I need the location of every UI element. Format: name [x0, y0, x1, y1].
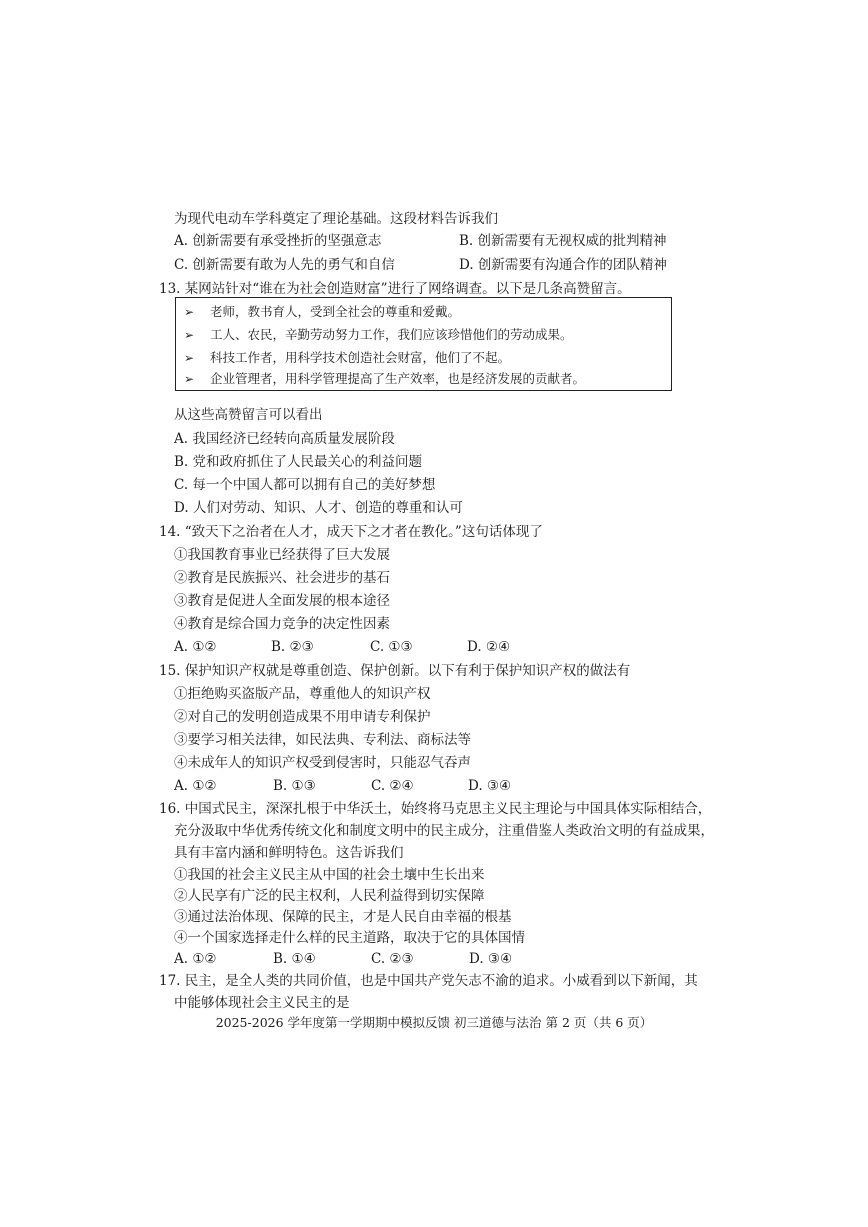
arrow-bullet-icon: ➢ [184, 328, 195, 342]
q14-option-c: C. ①③ [370, 639, 413, 655]
q16-option-d: D. ③④ [469, 951, 513, 967]
q15-option-c: C. ②④ [371, 778, 414, 794]
q12-option-c: C. 创新需要有敢为人先的勇气和自信 [174, 257, 395, 273]
q16-statement-3: ③通过法治体现、保障的民主，才是人民自由幸福的根基 [174, 909, 512, 925]
q15-option-a: A. ①② [174, 778, 217, 794]
q16-option-c: C. ②③ [371, 951, 414, 967]
q15-statement-2: ②对自己的发明创造成果不用申请专利保护 [174, 709, 431, 725]
arrow-bullet-icon: ➢ [184, 351, 195, 365]
q13-option-d: D. 人们对劳动、知识、人才、创造的尊重和认可 [174, 500, 463, 516]
q13-option-c: C. 每一个中国人都可以拥有自己的美好梦想 [174, 477, 436, 493]
q13-comment-3: ➢ 科技工作者，用科学技术创造社会财富，他们了不起。 [184, 348, 510, 368]
q14-option-b: B. ②③ [271, 639, 314, 655]
page-footer: 2025-2026 学年度第一学期期中模拟反馈 初三道德与法治 第 2 页（共 6 页） [215, 1015, 653, 1030]
q15-statement-1: ①拒绝购买盗版产品，尊重他人的知识产权 [174, 686, 431, 702]
q14-option-a: A. ①② [174, 639, 217, 655]
q16-option-a: A. ①② [174, 951, 217, 967]
q12-option-b: B. 创新需要有无视权威的批判精神 [459, 233, 667, 249]
q12-option-a: A. 创新需要有承受挫折的坚强意志 [174, 233, 382, 249]
q17-stem-line-2: 中能够体现社会主义民主的是 [174, 995, 350, 1011]
q14-statement-4: ④教育是综合国力竞争的决定性因素 [174, 616, 390, 632]
q14-statement-3: ③教育是促进人全面发展的根本途径 [174, 593, 390, 609]
q13-lead: 从这些高赞留言可以看出 [174, 407, 323, 423]
q14-statement-1: ①我国教育事业已经获得了巨大发展 [174, 547, 390, 563]
q16-stem-line-1: 16. 中国式民主，深深扎根于中华沃土，始终将马克思主义民主理论与中国具体实际相结合， [159, 801, 712, 817]
q13-comment-1: ➢ 老师，教书育人，受到全社会的尊重和爱戴。 [184, 302, 460, 322]
arrow-bullet-icon: ➢ [184, 305, 195, 319]
q15-option-b: B. ①③ [273, 778, 316, 794]
q13-option-b: B. 党和政府抓住了人民最关心的利益问题 [174, 454, 423, 470]
q15-statement-4: ④未成年人的知识产权受到侵害时，只能忍气吞声 [174, 755, 471, 771]
q17-stem-line-1: 17. 民主，是全人类的共同价值，也是中国共产党矢志不渝的追求。小威看到以下新闻，其 [159, 973, 698, 989]
q16-statement-4: ④一个国家选择走什么样的民主道路，取决于它的具体国情 [174, 930, 525, 946]
q15-statement-3: ③要学习相关法律，如民法典、专利法、商标法等 [174, 732, 471, 748]
q13-option-a: A. 我国经济已经转向高质量发展阶段 [174, 431, 395, 447]
q15-stem: 15. 保护知识产权就是尊重创造、保护创新。以下有利于保护知识产权的做法有 [159, 663, 631, 679]
q15-option-d: D. ③④ [468, 778, 512, 794]
q16-stem-line-3: 具有丰富内涵和鲜明特色。这告诉我们 [174, 845, 404, 861]
q13-comment-box [175, 297, 672, 391]
q16-stem-line-2: 充分汲取中华优秀传统文化和制度文明中的民主成分，注重借鉴人类政治文明的有益成果， [174, 823, 714, 839]
q13-comment-2: ➢ 工人、农民，辛勤劳动努力工作，我们应该珍惜他们的劳动成果。 [184, 325, 573, 345]
q14-option-d: D. ②④ [467, 639, 511, 655]
q13-stem: 13. 某网站针对“谁在为社会创造财富”进行了网络调查。以下是几条高赞留言。 [159, 281, 631, 297]
q12-option-d: D. 创新需要有沟通合作的团队精神 [459, 257, 667, 273]
q16-option-b: B. ①④ [273, 951, 316, 967]
arrow-bullet-icon: ➢ [184, 372, 195, 386]
q14-stem: 14. “致天下之治者在人才，成天下之才者在教化。”这句话体现了 [159, 524, 543, 540]
q13-comment-4: ➢ 企业管理者，用科学管理提高了生产效率，也是经济发展的贡献者。 [184, 369, 585, 389]
q12-continuation: 为现代电动车学科奠定了理论基础。这段材料告诉我们 [174, 211, 498, 227]
q16-statement-1: ①我国的社会主义民主从中国的社会土壤中生长出来 [174, 867, 485, 883]
q14-statement-2: ②教育是民族振兴、社会进步的基石 [174, 570, 390, 586]
q16-statement-2: ②人民享有广泛的民主权利，人民利益得到切实保障 [174, 888, 485, 904]
